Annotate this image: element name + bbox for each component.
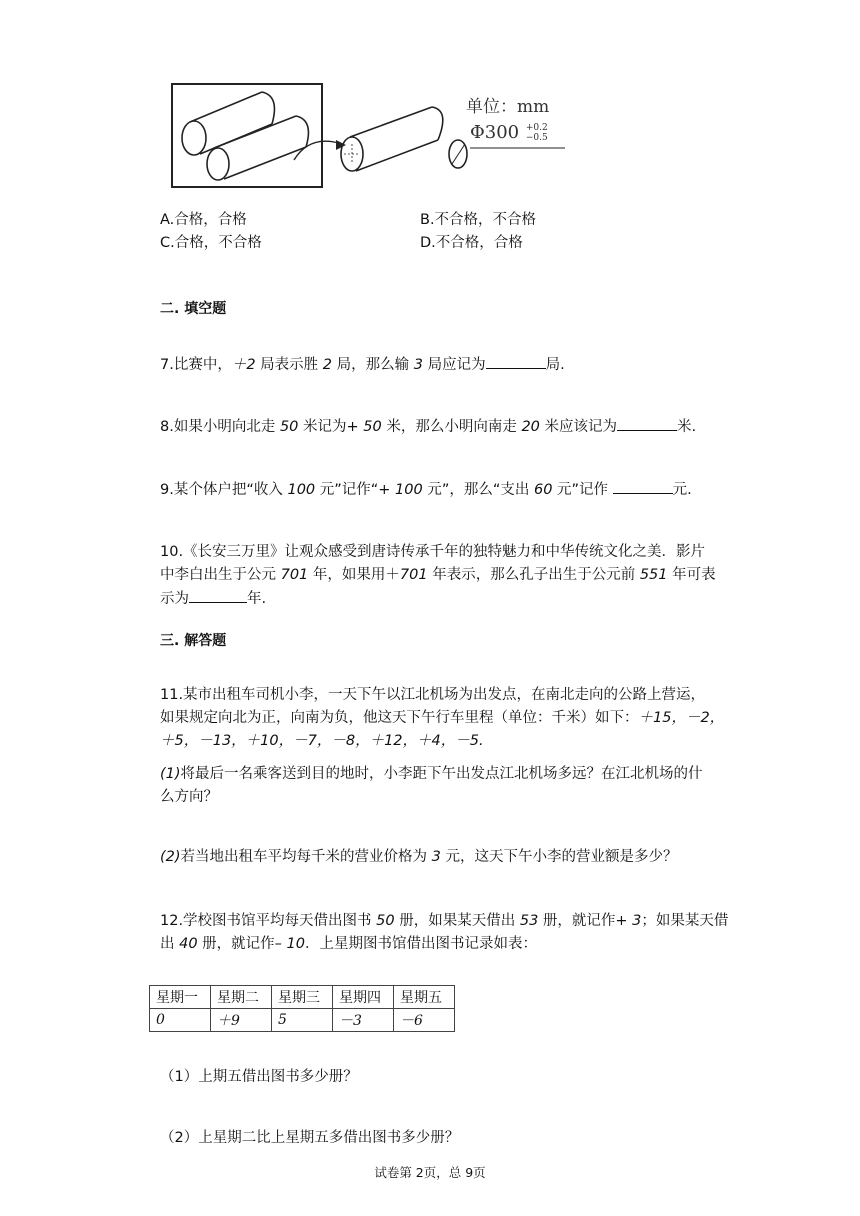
table-header-row	[150, 986, 455, 1009]
option-a: A.合格，合格	[160, 212, 247, 228]
question-10-line-3: 示为 年.	[160, 587, 266, 611]
question-12-sub-2: （2）上星期二比上星期五多借出图书多少册？	[160, 1130, 460, 1146]
borrow-record-table	[149, 985, 455, 1032]
question-12-sub-1: （1）上期五借出图书多少册？	[160, 1069, 358, 1085]
question-9: 9.某个体户把“收入 100 元”记作“+ 100 元”，那么“支出 60 元”记作 元.	[160, 478, 692, 502]
answer-blank	[486, 353, 546, 369]
answer-blank	[189, 587, 247, 603]
question-12-line-1: 12.学校图书馆平均每天借出图书 50 册，如果某天借出 53 册，就记作+ 3；如果某天借	[160, 913, 729, 929]
table-cell: 5	[272, 1009, 333, 1032]
question-7: 7.比赛中，＋2 局表示胜 2 局，那么输 3 局应记为 局.	[160, 353, 565, 377]
question-12-line-2: 出 40 册，就记作– 10．上星期图书馆借出图书记录如表：	[160, 936, 537, 952]
diameter-label	[470, 122, 548, 143]
table-header-cell: 星期三	[272, 986, 333, 1009]
table-cell: ＋9	[211, 1009, 272, 1032]
table-header-cell: 星期四	[333, 986, 394, 1009]
option-c: C.合格，不合格	[160, 235, 262, 251]
question-10-line-1: 10.《长安三万里》让观众感受到唐诗传承千年的独特魅力和中华传统文化之美．影片	[160, 544, 706, 560]
question-11-part-1-line-1: (1)将最后一名乘客送到目的地时，小李距下午出发点江北机场多远？在江北机场的什	[160, 766, 703, 782]
answer-blank	[613, 478, 673, 494]
answer-blank	[617, 415, 677, 431]
table-row	[150, 1009, 455, 1032]
question-11-line-1: 11.某市出租车司机小李，一天下午以江北机场为出发点，在南北走向的公路上营运，	[160, 687, 706, 703]
tolerance-lower: −0.5	[525, 133, 548, 143]
question-11-line-3: ＋5，－13，＋10，－7，－8，＋12，＋4，－5.	[160, 733, 484, 749]
pipe-3	[341, 107, 443, 171]
tolerance	[526, 123, 548, 143]
table-header-cell: 星期一	[150, 986, 211, 1009]
table-header-cell: 星期二	[211, 986, 272, 1009]
diameter-main: Φ300	[470, 122, 520, 143]
section-heading-fill-blank: 二. 填空题	[160, 301, 227, 317]
page-footer: 试卷第 2页，总 9页	[374, 1165, 486, 1180]
pipe-1	[182, 92, 274, 155]
question-8: 8.如果小明向北走 50 米记为+ 50 米，那么小明向南走 20 米应该记为 米.	[160, 415, 696, 439]
tolerance-upper: +0.2	[525, 123, 548, 133]
table-header-cell: 星期五	[394, 986, 455, 1009]
question-10-line-2: 中李白出生于公元 701 年，如果用＋701 年表示，那么孔子出生于公元前 551 年可表	[160, 567, 716, 583]
pipe-3-cross	[344, 144, 360, 164]
pipe-2	[207, 116, 308, 180]
question-11-part-1-line-2: 么方向？	[160, 789, 218, 805]
arrow-curve	[294, 141, 342, 160]
section-heading-answer: 三. 解答题	[160, 633, 227, 649]
unit-label: 单位：mm	[466, 97, 550, 117]
option-d: D.不合格，合格	[420, 235, 523, 251]
table-cell: 0	[150, 1009, 211, 1032]
table-cell: －6	[394, 1009, 455, 1032]
option-b: B.不合格，不合格	[420, 212, 537, 228]
question-11-part-2: (2)若当地出租车平均每千米的营业价格为 3 元，这天下午小李的营业额是多少？	[160, 849, 678, 865]
question-11-line-2: 如果规定向北为正，向南为负，他这天下午行车里程（单位：千米）如下：＋15，－2，	[160, 710, 725, 726]
table-cell: －3	[333, 1009, 394, 1032]
cross-section	[449, 140, 467, 168]
